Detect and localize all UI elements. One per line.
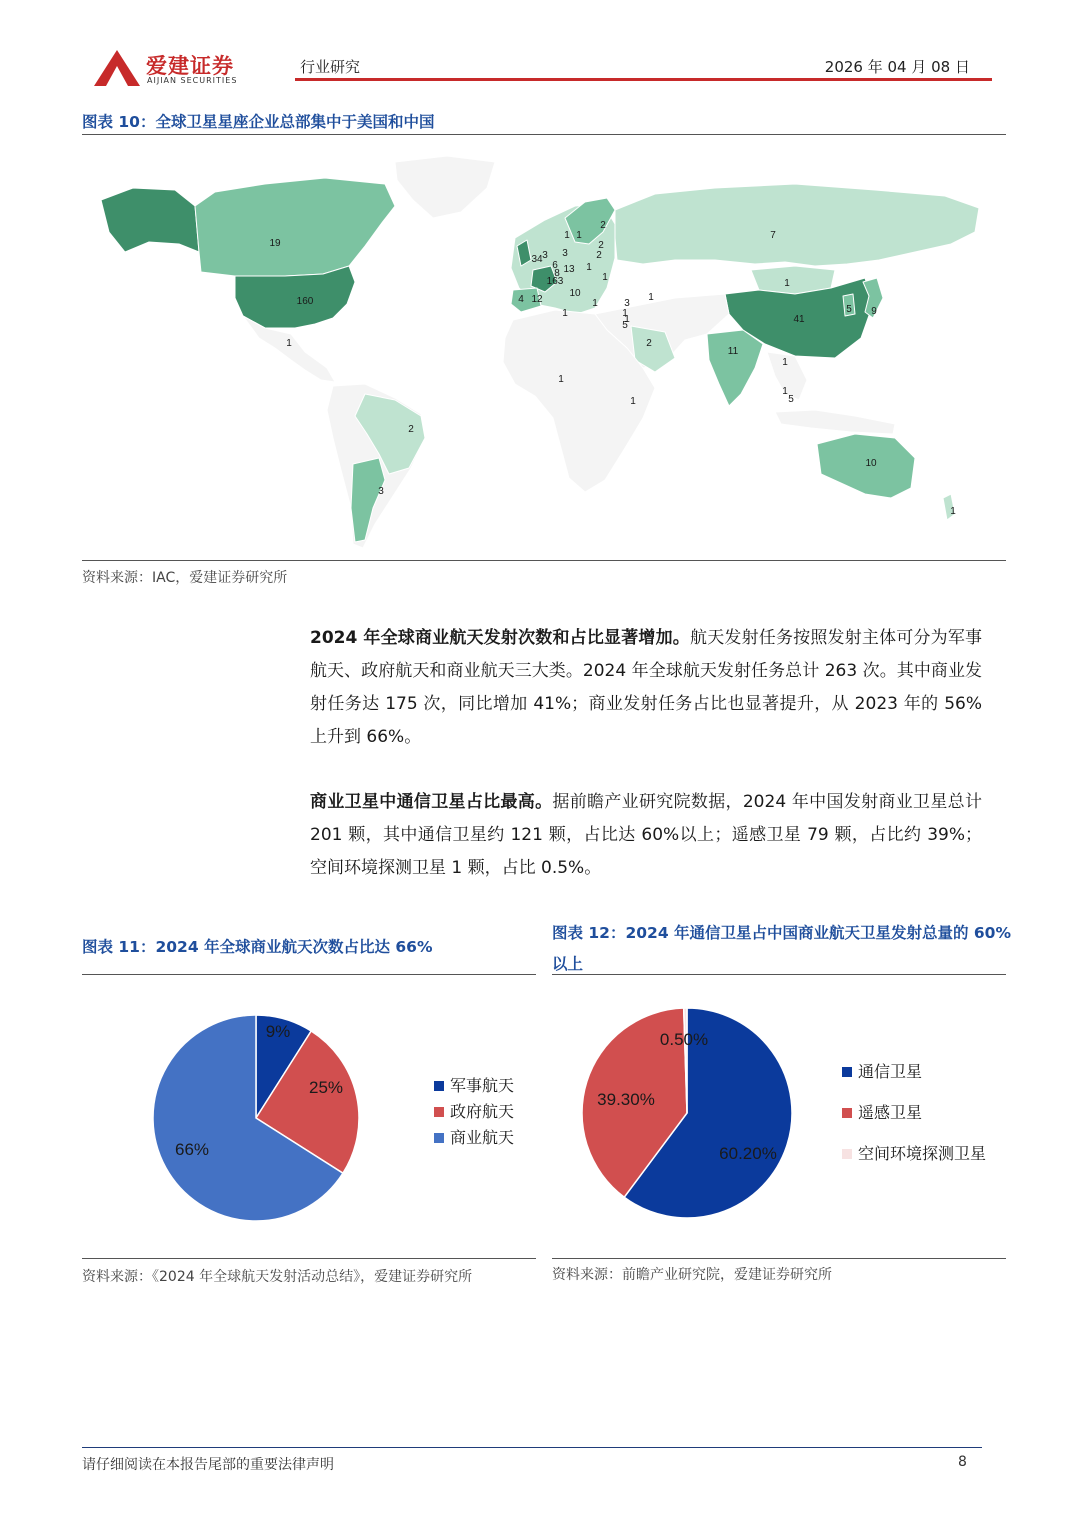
pie-value-label-1-1: 9%	[265, 1022, 291, 1041]
legend-label-2-1: 通信卫星	[858, 1062, 923, 1081]
russia	[615, 184, 979, 266]
label-greece: 1	[592, 298, 598, 309]
label-thailand: 1	[782, 357, 788, 368]
india	[707, 330, 763, 406]
label-netherlands: 8	[554, 268, 560, 279]
brand-name-en: AIJIAN SECURITIES	[147, 76, 238, 85]
figure-10-bottom-rule	[82, 560, 1006, 561]
footer-rule	[82, 1447, 982, 1448]
legend-swatch-2-1	[842, 1067, 852, 1077]
label-cyprus: 1	[622, 308, 628, 319]
legend-label-1-1: 军事航天	[450, 1076, 515, 1095]
label-germany: 13	[563, 264, 575, 275]
label-australia: 10	[865, 458, 877, 469]
label-indonesia-b: 5	[788, 394, 794, 405]
figure-11-rule	[82, 974, 536, 975]
label-usa: 160	[296, 296, 314, 307]
figure-10-title: 图表 10：全球卫星星座企业总部集中于美国和中国	[82, 113, 435, 131]
paragraph-launches-lead: 2024 年全球商业航天发射次数和占比显著增加。	[310, 628, 690, 648]
legend-label-2-2: 遥感卫星	[858, 1103, 923, 1122]
pie-value-label-2-3: 0.50%	[659, 1030, 709, 1049]
paragraph-satellites-lead: 商业卫星中通信卫星占比最高。	[310, 792, 553, 812]
label-italy: 10	[569, 288, 581, 299]
label-japan: 9	[871, 306, 877, 317]
label-argentina: 3	[378, 486, 384, 497]
label-austria: 1	[586, 262, 592, 273]
paragraph-launches	[310, 622, 982, 754]
aijian-logo	[92, 48, 142, 88]
label-denmark: 6	[552, 260, 558, 271]
label-france: 163	[546, 276, 564, 287]
world-map	[95, 148, 985, 556]
pie-value-label-1-2: 25%	[308, 1078, 344, 1097]
legend-swatch-1-2	[434, 1107, 444, 1117]
figure-10-rule	[82, 134, 1006, 135]
label-kenya: 1	[630, 396, 636, 407]
label-mongolia: 1	[784, 278, 790, 289]
figure-11-bottom-rule	[82, 1258, 536, 1259]
label-belgium: 3	[562, 248, 568, 259]
pie-value-label-2-2: 39.30%	[597, 1090, 655, 1109]
label-turkey: 3	[624, 298, 630, 309]
pie-chart-launch-share	[82, 985, 536, 1255]
paragraph-satellites	[310, 786, 982, 885]
label-nigeria: 1	[558, 374, 564, 385]
pie-value-label-2-1: 60.20%	[719, 1144, 777, 1163]
figure-11-title: 图表 11：2024 年全球商业航天次数占比达 66%	[82, 938, 433, 956]
label-finland: 2	[600, 220, 606, 231]
paragraph-launches-body: 航天发射任务按照发射主体可分为军事航天、政府航天和商业航天三大类。2024 年全球航天发射任务总计 263 次。其中商业发射任务达 175 次，同比增加 41%；商业发射任务占比也显著提升，从 2023 年的 56%上升到 66%。	[310, 628, 983, 747]
legend-swatch-2-2	[842, 1108, 852, 1118]
label-saudi: 2	[646, 338, 652, 349]
label-portugal: 4	[518, 294, 524, 305]
figure-12-bottom-rule	[552, 1258, 1006, 1259]
label-poland: 2	[596, 250, 602, 261]
label-algeria: 1	[562, 308, 568, 319]
label-norway: 1	[564, 230, 570, 241]
brand-name: 爱建证券	[146, 54, 234, 78]
indonesia	[775, 410, 895, 434]
figure-10-source: 资料来源：IAC，爱建证券研究所	[82, 570, 288, 586]
greenland	[395, 156, 495, 218]
label-india: 11	[727, 346, 739, 357]
legend-label-2-3: 空间环境探测卫星	[858, 1144, 987, 1163]
label-canada: 19	[269, 238, 281, 249]
label-korea: 5	[846, 304, 852, 315]
label-uk: 34	[531, 254, 543, 265]
pie-value-label-1-3: 66%	[174, 1140, 210, 1159]
label-new-zealand: 1	[950, 506, 956, 517]
alaska	[101, 188, 199, 252]
report-date: 2026 年 04 月 08 日	[824, 58, 970, 76]
figure-11-source: 资料来源：《2024 年全球航天发射活动总结》，爱建证券研究所	[82, 1269, 473, 1285]
figure-12-title: 图表 12：2024 年通信卫星占中国商业航天卫星发射总量的 60%以上	[552, 924, 1011, 973]
legend-swatch-2-3	[842, 1149, 852, 1159]
label-lux: 3	[542, 250, 548, 261]
legend-swatch-1-3	[434, 1133, 444, 1143]
page-number: 8	[958, 1454, 967, 1470]
canada	[195, 178, 395, 276]
legend-swatch-1-1	[434, 1081, 444, 1091]
label-spain: 12	[531, 294, 543, 305]
legend-label-1-2: 政府航天	[450, 1102, 515, 1121]
figure-12-rule	[552, 974, 1006, 975]
label-baltic: 2	[598, 240, 604, 251]
header-rule	[295, 78, 992, 81]
label-mexico: 1	[286, 338, 292, 349]
legend-label-1-3: 商业航天	[450, 1128, 515, 1147]
label-brazil: 2	[408, 424, 414, 435]
paragraph-satellites-body: 据前瞻产业研究院数据，2024 年中国发射商业卫星总计 201 颗，其中通信卫星约 121 颗，占比达 60%以上；遥感卫星 79 颗，占比约 39%；空间环境探测卫星 1 颗，占比 0.5%。	[310, 792, 982, 878]
label-china: 41	[793, 314, 805, 325]
legal-notice: 请仔细阅读在本报告尾部的重要法律声明	[82, 1457, 334, 1473]
label-ukraine: 1	[602, 272, 608, 283]
figure-12-source: 资料来源：前瞻产业研究院，爱建证券研究所	[552, 1267, 832, 1283]
label-iran: 1	[648, 292, 654, 303]
label-israel: 5	[622, 320, 628, 331]
report-section: 行业研究	[300, 58, 361, 76]
label-sweden: 1	[576, 230, 582, 241]
label-russia: 7	[770, 230, 776, 241]
label-egypt: 1	[624, 314, 630, 325]
pie-chart-satellite-share	[552, 985, 1006, 1255]
label-indonesia-a: 1	[782, 386, 788, 397]
